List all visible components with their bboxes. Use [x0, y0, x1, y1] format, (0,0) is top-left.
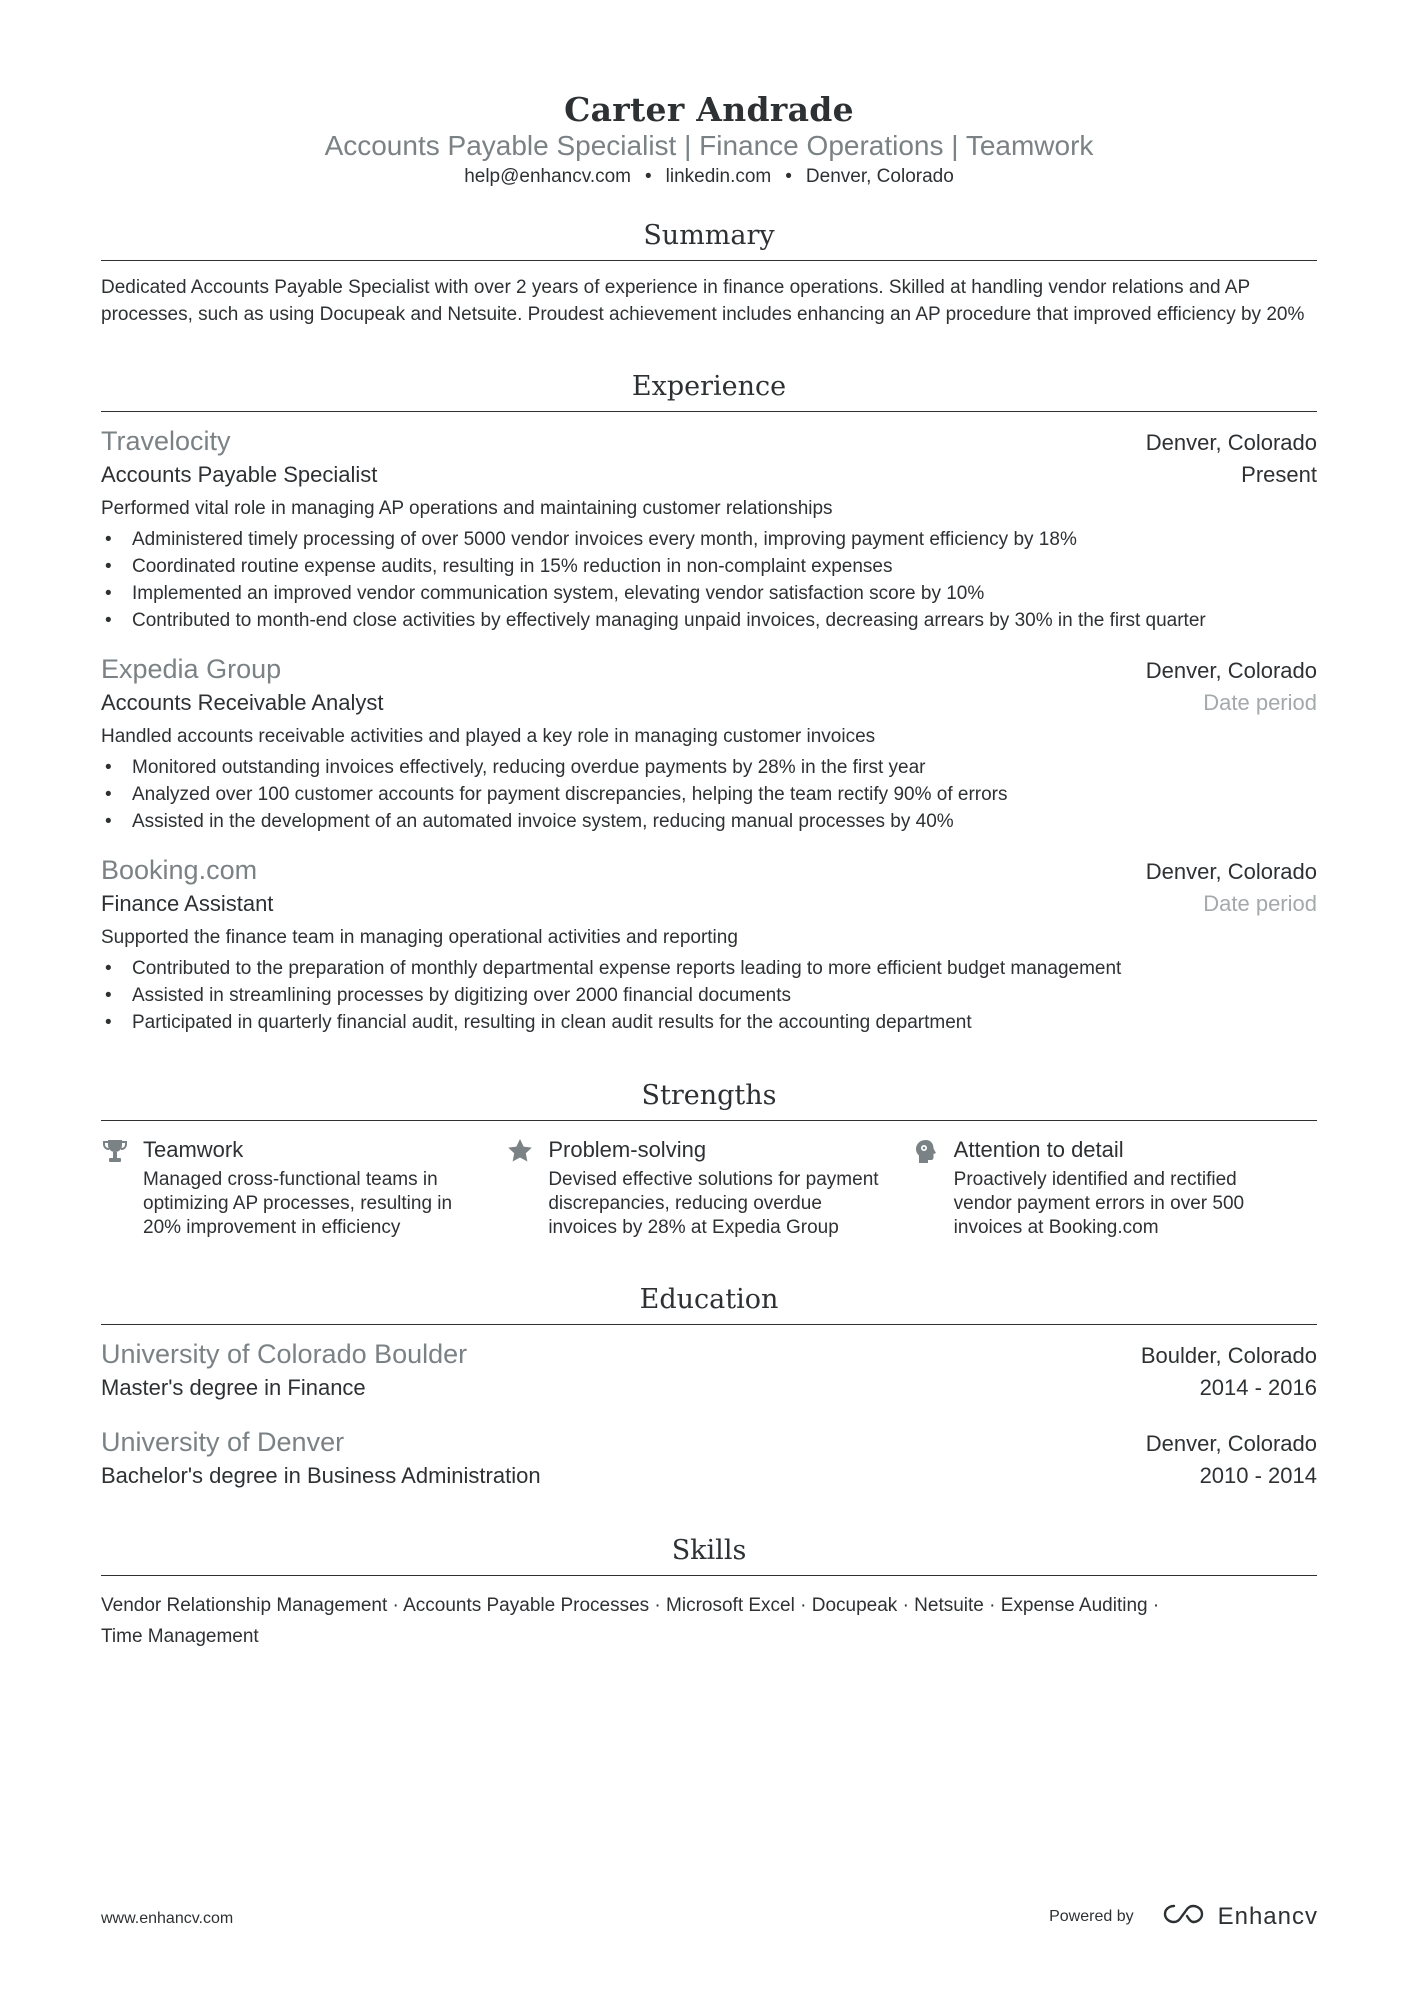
- strengths-list: [101, 1135, 1317, 1240]
- job-company: Booking.com: [101, 855, 258, 885]
- job-role: Accounts Payable Specialist: [101, 462, 378, 487]
- job-description: Handled accounts receivable activities and played a key role in managing customer invoices: [101, 726, 876, 747]
- strength-description: Managed cross-functional teams in optimizing AP processes, resulting in 20% improvement in efficiency: [143, 1169, 453, 1238]
- brain-head-icon: [912, 1135, 954, 1240]
- contact-linkedin[interactable]: linkedin.com: [665, 166, 772, 187]
- brand-name: Enhancv: [1217, 1902, 1318, 1930]
- job-bullet: • Assisted in streamlining processes by digitizing over 2000 financial documents: [101, 982, 1317, 1009]
- edu-school: University of Denver: [101, 1427, 345, 1457]
- job-date: Date period: [1203, 690, 1317, 715]
- job-company: Expedia Group: [101, 654, 282, 684]
- summary-section: [101, 218, 1317, 328]
- summary-text: Dedicated Accounts Payable Specialist with over 2 years of experience in finance operations. Skilled at handling vendor relations and AP processes, such as using Docupeak and Netsuite. Proudest achievement includes enhancing an AP procedure that improved efficiency by 20%: [101, 277, 1305, 325]
- strength-item: [912, 1135, 1317, 1240]
- job-location: Denver, Colorado: [1145, 859, 1317, 884]
- star-icon: [506, 1135, 548, 1240]
- job-bullet: • Analyzed over 100 customer accounts for payment discrepancies, helping the team rectify 90% of errors: [101, 781, 1317, 808]
- strength-description: Proactively identified and rectified vendor payment errors in over 500 invoices at Booking.com: [953, 1169, 1245, 1238]
- trophy-icon: [101, 1135, 143, 1240]
- education-entry: [101, 1337, 1317, 1405]
- job-bullet: • Monitored outstanding invoices effectively, reducing overdue payments by 28% in the first year: [101, 754, 1317, 781]
- resume-header: [101, 0, 1317, 190]
- skills-list: [101, 1590, 1317, 1652]
- job-bullet: • Participated in quarterly financial audit, resulting in clean audit results for the accounting department: [101, 1009, 1317, 1036]
- job-description: Performed vital role in managing AP operations and maintaining customer relationships: [101, 498, 833, 519]
- edu-location: Boulder, Colorado: [1140, 1343, 1317, 1368]
- section-title: Strengths: [101, 1078, 1317, 1121]
- strength-title: Teamwork: [143, 1137, 244, 1162]
- strength-description: Devised effective solutions for payment discrepancies, reducing overdue invoices by 28% at Expedia Group: [548, 1169, 879, 1238]
- job-date: Present: [1241, 462, 1317, 487]
- edu-date: 2010 - 2014: [1199, 1463, 1317, 1488]
- strength-item: [101, 1135, 506, 1240]
- section-title: Experience: [101, 369, 1317, 412]
- job-bullet: • Coordinated routine expense audits, resulting in 15% reduction in non-complaint expenses: [101, 553, 1317, 580]
- contact-separator: •: [645, 166, 652, 187]
- skills-line: Time Management: [101, 1626, 259, 1647]
- job-bullets: [101, 955, 1317, 1036]
- job-bullets: [101, 526, 1317, 634]
- strengths-section: [101, 1078, 1317, 1240]
- job-bullet: • Implemented an improved vendor communication system, elevating vendor satisfaction score by 10%: [101, 580, 1317, 607]
- enhancv-logo-icon: [1162, 1902, 1208, 1931]
- job-bullet: • Contributed to the preparation of monthly departmental expense reports leading to more efficient budget management: [101, 955, 1317, 982]
- strength-title: Problem-solving: [548, 1137, 707, 1162]
- edu-degree: Bachelor's degree in Business Administration: [101, 1463, 541, 1488]
- job-bullet: • Administered timely processing of over 5000 vendor invoices every month, improving payment efficiency by 18%: [101, 526, 1317, 553]
- strength-item: [506, 1135, 911, 1240]
- job-bullet: • Assisted in the development of an automated invoice system, reducing manual processes by 40%: [101, 808, 1317, 835]
- job-location: Denver, Colorado: [1145, 658, 1317, 683]
- contact-separator: •: [785, 166, 792, 187]
- powered-by-label: Powered by: [1049, 1907, 1134, 1925]
- edu-location: Denver, Colorado: [1145, 1431, 1317, 1456]
- contact-location: Denver, Colorado: [805, 166, 954, 187]
- resume-page: [101, 0, 1317, 1652]
- job-company: Travelocity: [101, 426, 231, 456]
- job-bullets: [101, 754, 1317, 835]
- section-title: Education: [101, 1282, 1317, 1325]
- job-description: Supported the finance team in managing operational activities and reporting: [101, 927, 738, 948]
- section-title: Summary: [101, 218, 1317, 261]
- skills-section: [101, 1533, 1317, 1652]
- job-date: Date period: [1203, 891, 1317, 916]
- strength-title: Attention to detail: [953, 1137, 1124, 1162]
- edu-school: University of Colorado Boulder: [101, 1339, 468, 1369]
- job-entry: [101, 424, 1317, 634]
- footer-website[interactable]: www.enhancv.com: [101, 1910, 234, 1927]
- contact-email[interactable]: help@enhancv.com: [464, 166, 631, 187]
- edu-date: 2014 - 2016: [1199, 1375, 1317, 1400]
- job-bullet: • Contributed to month-end close activities by effectively managing unpaid invoices, decreasing arrears by 30% in the first quarter: [101, 607, 1317, 634]
- candidate-name: Carter Andrade: [564, 90, 854, 129]
- experience-section: [101, 369, 1317, 1036]
- job-location: Denver, Colorado: [1145, 430, 1317, 455]
- job-role: Accounts Receivable Analyst: [101, 690, 384, 715]
- education-section: [101, 1282, 1317, 1493]
- job-entry: [101, 853, 1317, 1036]
- footer-branding: [1049, 1902, 1318, 1931]
- skills-line: Vendor Relationship Management · Accounts Payable Processes · Microsoft Excel · Docupeak · Netsuite · Expense Auditing ·: [101, 1595, 1160, 1616]
- candidate-headline: Accounts Payable Specialist | Finance Operations | Teamwork: [324, 130, 1094, 161]
- contact-line: [101, 164, 1317, 190]
- section-title: Skills: [101, 1533, 1317, 1576]
- edu-degree: Master's degree in Finance: [101, 1375, 366, 1400]
- job-entry: [101, 652, 1317, 835]
- education-entry: [101, 1425, 1317, 1493]
- job-role: Finance Assistant: [101, 891, 274, 916]
